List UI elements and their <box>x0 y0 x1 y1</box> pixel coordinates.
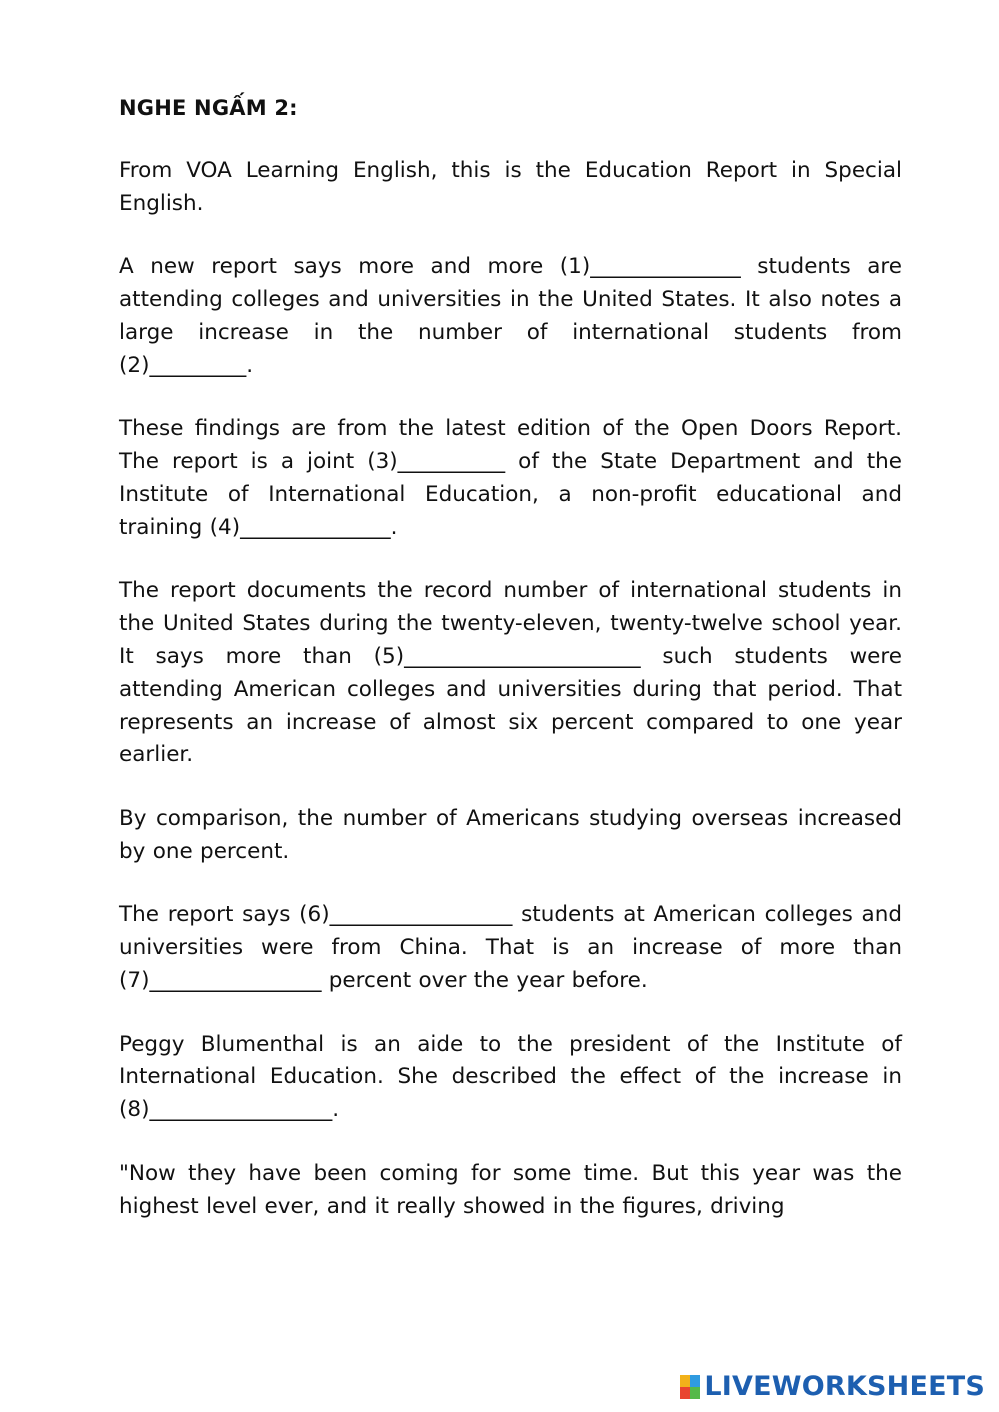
logo-square-green <box>690 1387 700 1399</box>
logo-text: LIVEWORKSHEETS <box>704 1371 985 1402</box>
paragraph-quote: "Now they have been coming for some time. But this year was the highest level ever, and it really showed in the figures, driving <box>119 1160 902 1219</box>
paragraph-intro: From VOA Learning English, this is the Education Report in Special English. <box>119 158 902 216</box>
paragraph-blank-8: Peggy Blumenthal is an aide to the president of the Institute of International Education. She described the effect of the increase in (8)_________________. <box>119 1031 902 1123</box>
logo-square-blue <box>690 1375 700 1387</box>
liveworksheets-logo-icon <box>680 1375 700 1399</box>
paragraph-comparison: By comparison, the number of Americans studying overseas increased by one percent. <box>119 805 902 864</box>
logo-square-yellow <box>680 1375 690 1387</box>
paragraph-blanks-1-2: A new report says more and more (1)______________ students are attending colleges and universities in the United States. It also notes a large increase in the number of international students from (2)_________. <box>119 254 902 378</box>
worksheet-title: NGHE NGẤM 2: <box>119 96 298 120</box>
liveworksheets-logo[interactable] <box>680 1371 985 1402</box>
paragraph-blanks-3-4: These findings are from the latest edition of the Open Doors Report. The report is a joint (3)__________ of the State Department and the Institute of International Education, a non-profit educational and training (4)______________. <box>119 416 902 540</box>
logo-square-red <box>680 1387 690 1399</box>
worksheet-page <box>119 92 902 1254</box>
paragraph-blank-5: The report documents the record number of international students in the United States during the twenty-eleven, twenty-twelve school year. It says more than (5)______________________ such students were attending American colleges and universities during that period. That represents an increase of almost six percent compared to one year earlier. <box>119 578 902 768</box>
paragraph-blanks-6-7: The report says (6)_________________ students at American colleges and universities were from China. That is an increase of more than (7)________________ percent over the year before. <box>119 902 902 993</box>
